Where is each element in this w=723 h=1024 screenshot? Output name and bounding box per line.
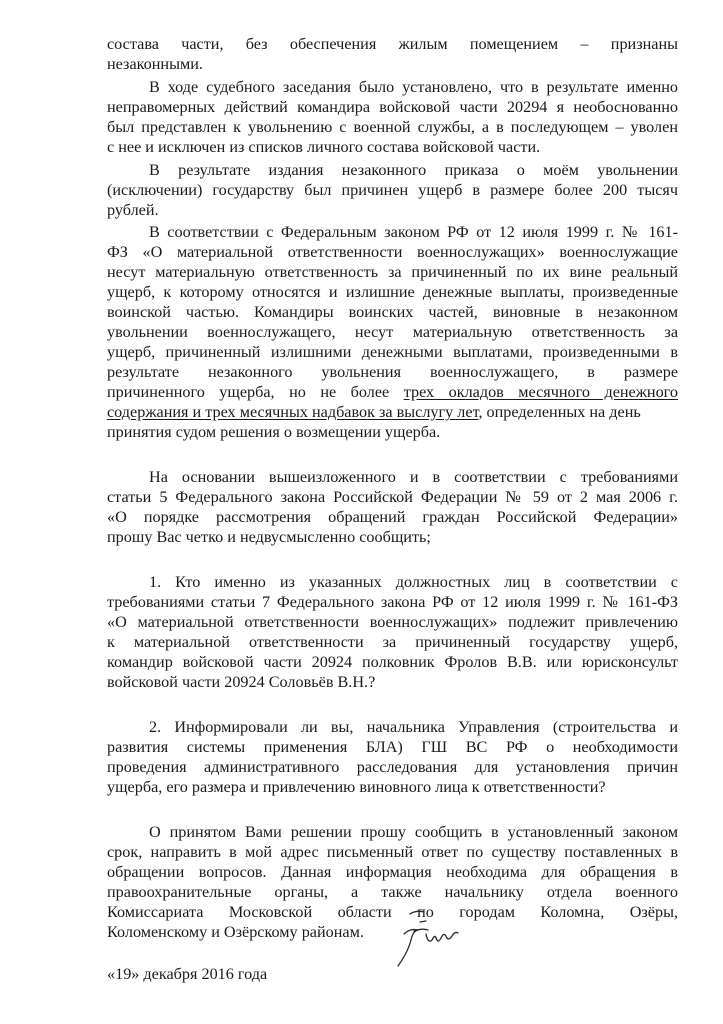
text-line: На основании вышеизложенного и в соответствии с требованиями xyxy=(149,468,678,486)
text-line: ущерба, его размера и привлечению виновного лица к ответственности? xyxy=(107,778,606,796)
text-line: развития системы применения БЛА) ГШ ВС РФ о необходимости xyxy=(107,738,678,756)
text-line: «О порядке рассмотрения обращений граждан Российской Федерации» xyxy=(107,508,678,526)
text-line: 1. Кто именно из указанных должностных лиц в соответствии с xyxy=(149,573,678,591)
text-line: Коломенскому и Озёрскому районам. xyxy=(107,923,364,941)
text-line: войсковой части 20924 Соловьёв В.Н.? xyxy=(107,673,376,691)
text-line: рублей. xyxy=(107,201,159,219)
text-line: проведения административного расследования для установления причин xyxy=(107,758,678,776)
text-line: В результате издания незаконного приказа о моём увольнении xyxy=(149,161,678,179)
text-line: результате незаконного увольнения военнослужащего, в размере xyxy=(107,363,678,381)
text-line: ущерб, к которому относятся и излишние денежные выплаты, произведенные xyxy=(107,283,678,301)
text-line: с нее и исключен из списков личного состава войсковой части. xyxy=(107,138,541,156)
text-line: командир войсковой части 20924 полковник Фролов В.В. или юрисконсульт xyxy=(107,653,678,671)
text-span: причиненного ущерба, но не более xyxy=(107,383,404,401)
underlined-text: трех окладов месячного денежного xyxy=(403,383,678,401)
text-line: 2. Информировали ли вы, начальника Управления (строительства и xyxy=(149,718,678,736)
text-line: В соответствии с Федеральным законом РФ от 12 июля 1999 г. № 161- xyxy=(149,223,678,241)
text-line: обращении вопросов. Данная информация необходима для обращения в xyxy=(107,863,678,881)
signature-icon xyxy=(380,900,475,970)
text-line: ФЗ «О материальной ответственности военнослужащих» военнослужащие xyxy=(107,243,678,261)
text-line: статьи 5 Федерального закона Российской Федерации № 59 от 2 мая 2006 г. xyxy=(107,488,678,506)
text-line: О принятом Вами решении прошу сообщить в установленный законом xyxy=(149,823,678,841)
text-line: несут материальную ответственность за причиненный по их вине реальный xyxy=(107,263,678,281)
text-line: принятия судом решения о возмещении ущерба. xyxy=(107,423,441,441)
text-line: требованиями статьи 7 Федерального закона РФ от 12 июля 1999 г. № 161-ФЗ xyxy=(107,593,678,611)
text-line xyxy=(107,382,678,402)
text-line xyxy=(107,402,678,422)
document-date: «19» декабря 2016 года xyxy=(107,965,268,983)
text-line: срок, направить в мой адрес письменный ответ по существу поставленных в xyxy=(107,843,678,861)
underlined-text: содержания и трех месячных надбавок за выслугу лет xyxy=(107,403,479,421)
text-line: был представлен к увольнению с военной службы, а в последующем – уволен xyxy=(107,118,678,136)
text-line: (исключении) государству был причинен ущерб в размере более 200 тысяч xyxy=(107,181,678,199)
text-line: незаконными. xyxy=(107,55,203,73)
text-line: увольнении военнослужащего, несут материальную ответственность за xyxy=(107,323,678,341)
text-span: , определенных на день xyxy=(478,403,641,421)
text-line: «О материальной ответственности военнослужащих» подлежит привлечению xyxy=(107,613,678,631)
text-line: Комиссариата Московской области по городам Коломна, Озёры, xyxy=(107,903,678,921)
text-line: воинской частью. Командиры воинских частей, виновные в незаконном xyxy=(107,303,678,321)
text-line: правоохранительные органы, а также начальнику отдела военного xyxy=(107,883,678,901)
text-line: состава части, без обеспечения жилым помещением – признаны xyxy=(107,35,678,53)
text-line: прошу Вас четко и недвусмысленно сообщить; xyxy=(107,528,431,546)
text-line: неправомерных действий командира войсковой части 20294 я необоснованно xyxy=(107,98,678,116)
text-line: ущерб, причиненный излишними денежными выплатами, произведенными в xyxy=(107,343,678,361)
text-line: В ходе судебного заседания было установлено, что в результате именно xyxy=(149,78,678,96)
text-line: к материальной ответственности за причиненный государству ущерб, xyxy=(107,633,678,651)
